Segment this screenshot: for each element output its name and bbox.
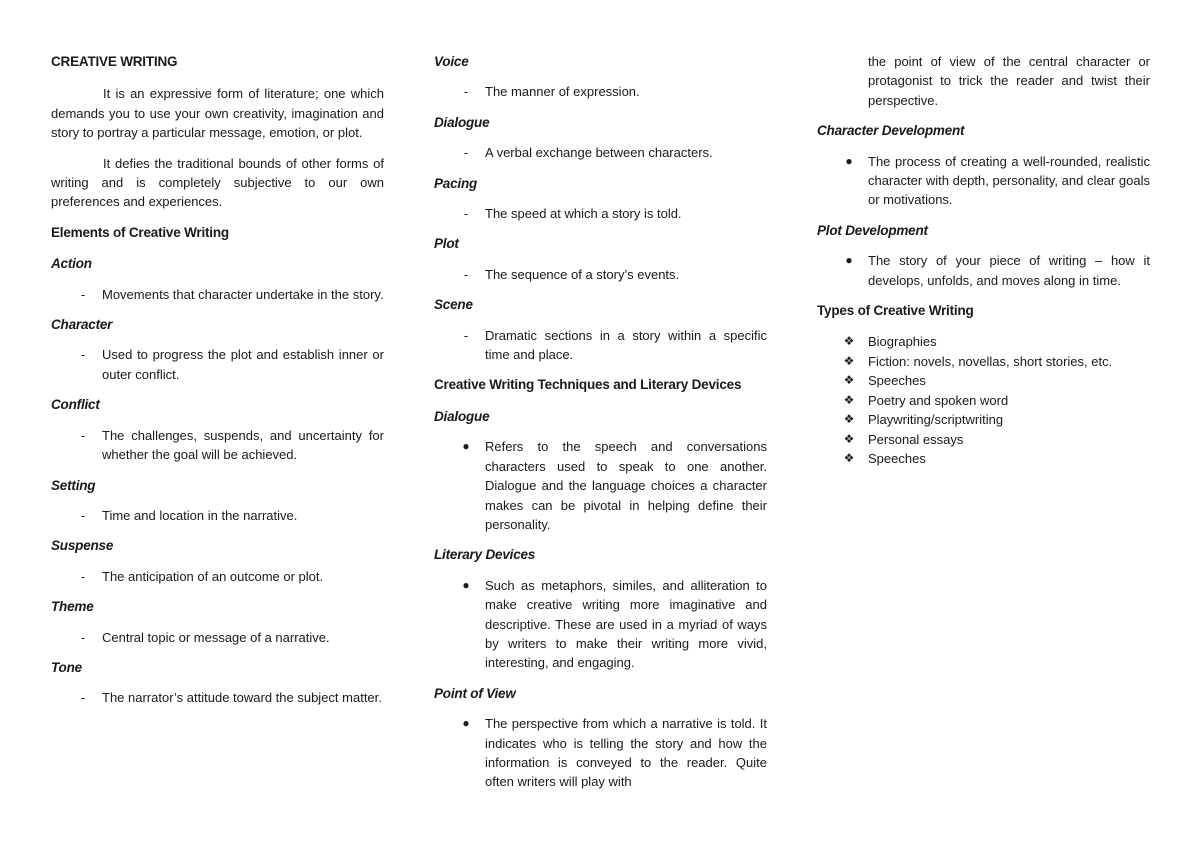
list-item: ● The process of creating a well-rounded, realistic character with depth, personality, and clear goals or motivations. bbox=[817, 152, 1150, 210]
element-list bbox=[51, 426, 384, 465]
element-list bbox=[434, 204, 767, 223]
element-term: Scene bbox=[434, 297, 473, 313]
dash-marker: - bbox=[463, 266, 469, 282]
bullet-marker: ● bbox=[462, 439, 470, 454]
diamond-bullet-icon: ❖ bbox=[843, 392, 855, 407]
technique-list bbox=[817, 152, 1150, 210]
list-item: - The narrator’s attitude toward the subject matter. bbox=[51, 688, 384, 707]
element-list bbox=[51, 345, 384, 384]
list-item: - The anticipation of an outcome or plot. bbox=[51, 567, 384, 586]
list-item: - Central topic or message of a narrative. bbox=[51, 628, 384, 647]
element-list bbox=[434, 326, 767, 365]
dash-marker: - bbox=[463, 84, 469, 100]
list-item: - The challenges, suspends, and uncertainty for whether the goal will be achieved. bbox=[51, 426, 384, 465]
column-1 bbox=[51, 52, 384, 719]
bullet-marker: ● bbox=[845, 153, 853, 168]
element-list bbox=[434, 82, 767, 101]
element-list bbox=[51, 688, 384, 707]
list-item: ● Refers to the speech and conversations characters used to speak to one another. Dialogue and the language choices a character makes can be pivotal in helping define their personality. bbox=[434, 437, 767, 534]
dash-marker: - bbox=[463, 206, 469, 222]
element-term: Dialogue bbox=[434, 114, 490, 130]
technique-term: Plot Development bbox=[817, 222, 928, 238]
element-list bbox=[434, 265, 767, 284]
list-item: - Time and location in the narrative. bbox=[51, 506, 384, 525]
element-term: Voice bbox=[434, 54, 469, 69]
technique-term: Dialogue bbox=[434, 408, 490, 424]
document-title: CREATIVE WRITING bbox=[51, 54, 178, 69]
list-item: - The manner of expression. bbox=[434, 82, 767, 101]
list-item: ❖ Playwriting/scriptwriting bbox=[817, 410, 1150, 429]
list-item: ● The story of your piece of writing – how it develops, unfolds, and moves along in time. bbox=[817, 251, 1150, 290]
intro-paragraph-1: It is an expressive form of literature; one which demands you to use your own creativity, imagination and story to portray a particular message, emotion, or plot. bbox=[51, 86, 384, 141]
list-item: - A verbal exchange between characters. bbox=[434, 143, 767, 162]
types-heading: Types of Creative Writing bbox=[817, 303, 974, 319]
list-item: ❖ Personal essays bbox=[817, 430, 1150, 449]
intro-paragraph-2: It defies the traditional bounds of other forms of writing and is completely subjective to our own preferences and experiences. bbox=[51, 155, 384, 210]
list-item: ● The perspective from which a narrative is told. It indicates who is telling the story and how the information is conveyed to the reader. Quite often writers will play with bbox=[434, 714, 767, 792]
diamond-bullet-icon: ❖ bbox=[843, 334, 855, 349]
dash-marker: - bbox=[463, 327, 469, 343]
dash-marker: - bbox=[80, 286, 86, 302]
dash-marker: - bbox=[80, 690, 86, 706]
element-term: Character bbox=[51, 317, 113, 333]
list-item: - Dramatic sections in a story within a specific time and place. bbox=[434, 326, 767, 365]
list-item: ❖ Speeches bbox=[817, 449, 1150, 468]
technique-term: Character Development bbox=[817, 123, 965, 139]
diamond-bullet-icon: ❖ bbox=[843, 450, 855, 465]
pov-continued-text: the point of view of the central character or protagonist to trick the reader and twist their perspective. bbox=[868, 54, 1150, 108]
techniques-heading: Creative Writing Techniques and Literary Devices bbox=[434, 377, 742, 393]
diamond-bullet-icon: ❖ bbox=[843, 412, 855, 427]
element-list bbox=[51, 285, 384, 304]
list-item: ● Such as metaphors, similes, and alliteration to make creative writing more imaginative and descriptive. These are used in a myriad of ways by writers to make their writing more vivid, interesting, and engaging. bbox=[434, 576, 767, 673]
dash-marker: - bbox=[463, 145, 469, 161]
diamond-bullet-icon: ❖ bbox=[843, 431, 855, 446]
technique-term: Literary Devices bbox=[434, 547, 536, 563]
element-term: Theme bbox=[51, 599, 94, 615]
element-list bbox=[434, 143, 767, 162]
bullet-marker: ● bbox=[462, 577, 470, 592]
element-term: Tone bbox=[51, 659, 82, 675]
list-item: - The sequence of a story’s events. bbox=[434, 265, 767, 284]
technique-list bbox=[434, 437, 767, 534]
diamond-bullet-icon: ❖ bbox=[843, 373, 855, 388]
element-term: Action bbox=[51, 256, 92, 272]
column-2 bbox=[434, 52, 767, 803]
list-item: - Used to progress the plot and establish inner or outer conflict. bbox=[51, 345, 384, 384]
dash-marker: - bbox=[80, 568, 86, 584]
types-list bbox=[817, 332, 1150, 468]
dash-marker: - bbox=[80, 427, 86, 443]
technique-list bbox=[434, 576, 767, 673]
technique-term: Point of View bbox=[434, 685, 516, 701]
bullet-marker: ● bbox=[845, 253, 853, 268]
list-item: ❖ Poetry and spoken word bbox=[817, 391, 1150, 410]
element-term: Setting bbox=[51, 477, 96, 493]
dash-marker: - bbox=[80, 347, 86, 363]
dash-marker: - bbox=[80, 629, 86, 645]
element-term: Pacing bbox=[434, 175, 478, 191]
diamond-bullet-icon: ❖ bbox=[843, 353, 855, 368]
elements-heading: Elements of Creative Writing bbox=[51, 224, 229, 240]
list-item: ❖ Speeches bbox=[817, 371, 1150, 390]
dash-marker: - bbox=[80, 507, 86, 523]
technique-list bbox=[434, 714, 767, 792]
list-item: - The speed at which a story is told. bbox=[434, 204, 767, 223]
element-term: Conflict bbox=[51, 397, 100, 413]
list-item: - Movements that character undertake in the story. bbox=[51, 285, 384, 304]
list-item: ❖ Biographies bbox=[817, 332, 1150, 351]
element-term: Plot bbox=[434, 236, 459, 252]
element-list bbox=[51, 628, 384, 647]
element-list bbox=[51, 506, 384, 525]
element-term: Suspense bbox=[51, 538, 114, 554]
technique-list bbox=[817, 251, 1150, 290]
bullet-marker: ● bbox=[462, 716, 470, 731]
column-3 bbox=[817, 52, 1150, 479]
list-item: ❖ Fiction: novels, novellas, short stories, etc. bbox=[817, 352, 1150, 371]
element-list bbox=[51, 567, 384, 586]
